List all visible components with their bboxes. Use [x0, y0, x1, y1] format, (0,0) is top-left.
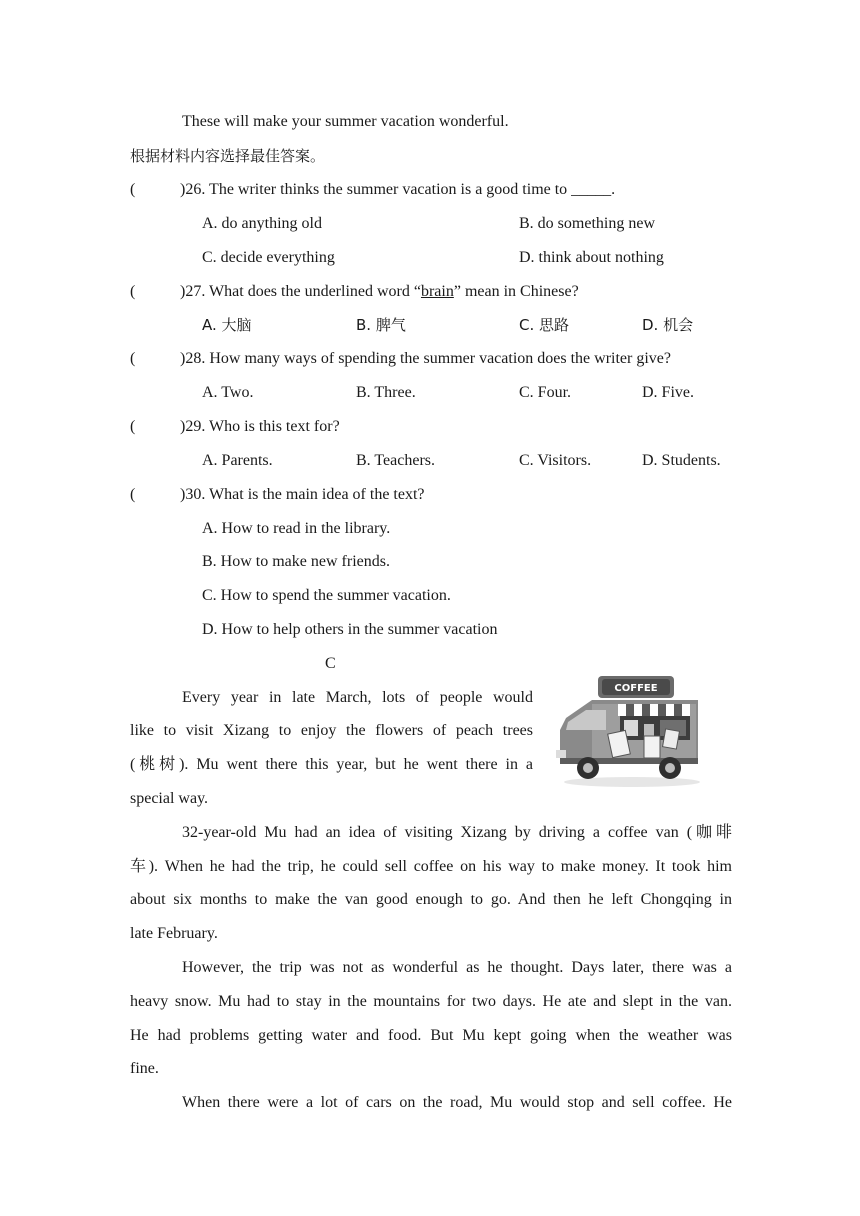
question-stem: )30. What is the main idea of the text? — [180, 486, 425, 503]
text-line: He had problems getting water and food. But Mu kept going when the weather was — [130, 1027, 732, 1044]
option-a: A. Two. — [202, 384, 254, 401]
answer-blank-paren[interactable]: ( — [130, 181, 136, 198]
option-b: B. 脾气 — [356, 316, 406, 334]
stem-after: ” mean in Chinese? — [453, 283, 579, 300]
answer-blank-paren[interactable]: ( — [130, 418, 136, 435]
text-line: heavy snow. Mu had to stay in the mountains for two days. He ate and slept in the van. — [130, 993, 732, 1010]
option-c: C. decide everything — [202, 249, 335, 266]
text-line: However, the trip was not as wonderful as he thought. Days later, there was a — [182, 959, 732, 976]
text-line: late February. — [130, 925, 218, 942]
stem-before: )27. What does the underlined word “ — [180, 283, 421, 300]
option-c: C. 思路 — [519, 316, 570, 334]
answer-blank-paren[interactable]: ( — [130, 486, 136, 503]
option-b: B. How to make new friends. — [202, 553, 390, 570]
text-line: special way. — [130, 790, 209, 807]
text-line: fine. — [130, 1060, 159, 1077]
text-line: Every year in late March, lots of people would — [182, 689, 533, 706]
question-stem: )28. How many ways of spending the summer vacation does the writer give? — [180, 350, 671, 367]
option-a: A. How to read in the library. — [202, 520, 391, 537]
option-b: B. do something new — [519, 215, 655, 232]
option-d: D. How to help others in the summer vacation — [202, 621, 498, 638]
option-a: A. 大脑 — [202, 316, 252, 334]
text-line: like to visit Xizang to enjoy the flowers of peach trees — [130, 722, 533, 739]
underlined-word: brain — [420, 283, 454, 300]
option-d: D. Five. — [642, 384, 694, 401]
answer-blank-paren[interactable]: ( — [130, 283, 136, 300]
question-stem: )26. The writer thinks the summer vacation is a good time to _____. — [180, 181, 616, 198]
text-line: 车). When he had the trip, he could sell coffee on his way to make money. It took him — [130, 858, 732, 875]
text-line: about six months to make the van good enough to go. And then he left Chongqing in — [130, 891, 732, 908]
option-d: D. think about nothing — [519, 249, 664, 266]
option-a: A. Parents. — [202, 452, 273, 469]
question-stem: )29. Who is this text for? — [180, 418, 340, 435]
option-a: A. do anything old — [202, 215, 322, 232]
text-line: When there were a lot of cars on the road, Mu would stop and sell coffee. He — [182, 1094, 732, 1111]
section-c-label: C — [325, 655, 336, 672]
option-d: D. Students. — [642, 452, 721, 469]
van-sign-text: COFFEE — [614, 683, 658, 694]
passage-closing-line: These will make your summer vacation wonderful. — [182, 113, 509, 130]
option-b: B. Teachers. — [356, 452, 435, 469]
question-stem — [180, 282, 579, 302]
coffee-van-image — [552, 674, 704, 790]
text-line: (桃树). Mu went there this year, but he went there in a — [130, 756, 533, 773]
answer-blank-paren[interactable]: ( — [130, 350, 136, 367]
option-c: C. Visitors. — [519, 452, 592, 469]
option-d: D. 机会 — [642, 316, 694, 334]
text-line: 32-year-old Mu had an idea of visiting Xizang by driving a coffee van (咖啡 — [182, 824, 732, 841]
option-c: C. Four. — [519, 384, 572, 401]
option-b: B. Three. — [356, 384, 416, 401]
coffee-van-icon — [552, 674, 704, 790]
option-c: C. How to spend the summer vacation. — [202, 587, 451, 604]
instruction-heading: 根据材料内容选择最佳答案。 — [130, 147, 326, 165]
